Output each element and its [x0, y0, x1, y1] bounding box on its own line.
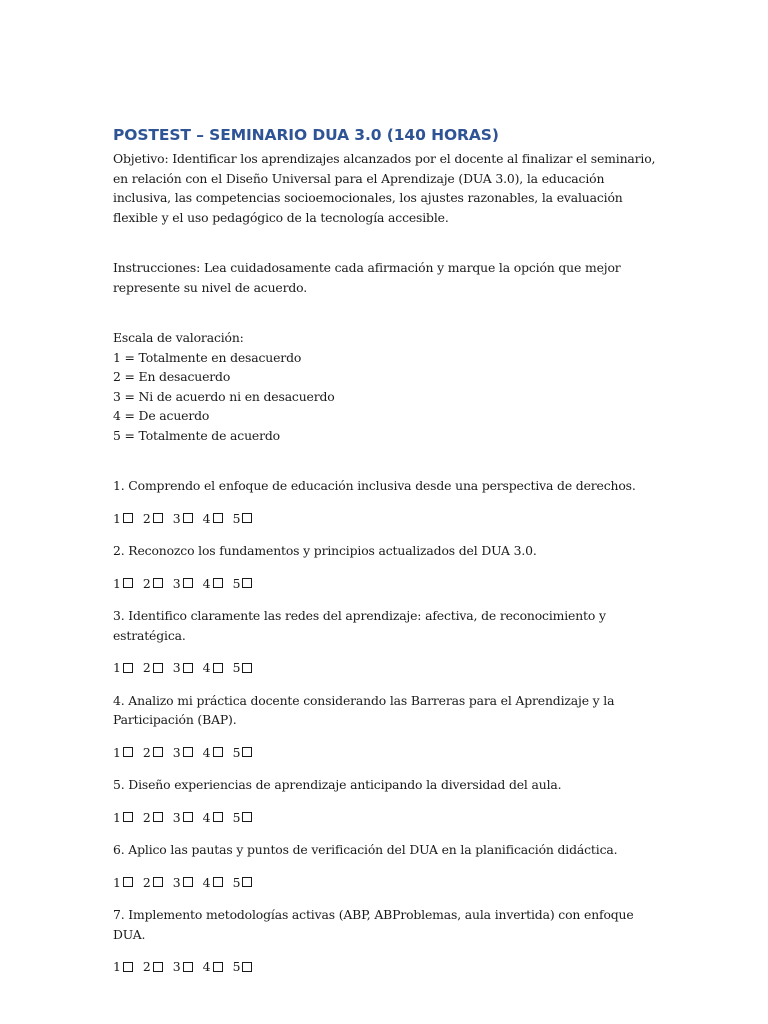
rating-scale-item: 1 = Totalmente en desacuerdo	[113, 349, 302, 365]
option-number: 5	[232, 660, 241, 675]
answer-option[interactable]	[143, 957, 163, 977]
checkbox[interactable]	[183, 812, 193, 822]
checkbox[interactable]	[213, 513, 223, 523]
option-number: 2	[142, 575, 151, 591]
answer-option[interactable]	[203, 574, 223, 594]
question-item	[113, 775, 658, 827]
answer-option[interactable]	[143, 658, 163, 678]
option-number: 3	[172, 660, 181, 675]
answer-options	[113, 658, 658, 678]
option-number: 2	[142, 744, 151, 760]
answer-option[interactable]	[143, 509, 163, 529]
option-number: 3	[172, 575, 181, 591]
option-number: 2	[142, 874, 151, 890]
option-number: 2	[142, 660, 151, 675]
question-text: 1. Comprendo el enfoque de educación inclusiva desde una perspectiva de derechos.	[113, 478, 636, 493]
option-number: 1	[113, 959, 121, 974]
checkbox[interactable]	[183, 962, 193, 972]
answer-option[interactable]	[233, 509, 253, 529]
option-number: 4	[202, 575, 211, 591]
checkbox[interactable]	[213, 663, 223, 673]
document-title: POSTEST – SEMINARIO DUA 3.0 (140 HORAS)	[113, 126, 499, 144]
objective-paragraph: Objetivo: Identificar los aprendizajes alcanzados por el docente al finalizar el seminario, en relación con el Diseño Universal para el Aprendizaje (DUA 3.0), la educación inclusiva, las competencias socioemocionales, los ajustes razonables, la evaluación flexible y el uso pedagógico de la tecnología accesible.	[113, 151, 656, 225]
option-number: 1	[113, 874, 121, 890]
checkbox[interactable]	[123, 747, 133, 757]
option-number: 4	[202, 874, 211, 890]
rating-scale-item: 3 = Ni de acuerdo ni en desacuerdo	[113, 388, 335, 404]
answer-options	[113, 808, 658, 828]
checkbox[interactable]	[213, 578, 223, 588]
answer-option[interactable]	[143, 743, 163, 763]
answer-option[interactable]	[143, 873, 163, 893]
option-number: 3	[172, 874, 181, 890]
option-number: 4	[202, 959, 211, 974]
question-item	[113, 905, 658, 977]
rating-scale	[113, 328, 658, 445]
option-number: 5	[232, 874, 241, 890]
option-number: 3	[172, 809, 181, 825]
answer-option[interactable]	[173, 743, 193, 763]
checkbox[interactable]	[123, 962, 133, 972]
checkbox[interactable]	[153, 747, 163, 757]
checkbox[interactable]	[123, 812, 133, 822]
checkbox[interactable]	[123, 877, 133, 887]
question-item	[113, 691, 658, 763]
checkbox[interactable]	[242, 578, 252, 588]
option-number: 5	[232, 959, 241, 974]
option-number: 4	[202, 660, 211, 675]
answer-option[interactable]	[113, 658, 133, 678]
answer-option[interactable]	[113, 509, 133, 529]
answer-option[interactable]	[203, 743, 223, 763]
question-item	[113, 606, 658, 678]
question-item	[113, 541, 658, 593]
answer-option[interactable]	[113, 743, 133, 763]
option-number: 1	[113, 809, 121, 825]
answer-option[interactable]	[173, 808, 193, 828]
answer-options	[113, 574, 658, 594]
instructions-paragraph: Instrucciones: Lea cuidadosamente cada afirmación y marque la opción que mejor represente su nivel de acuerdo.	[113, 260, 621, 295]
answer-option[interactable]	[233, 658, 253, 678]
checkbox[interactable]	[153, 663, 163, 673]
rating-scale-item: 4 = De acuerdo	[113, 408, 210, 423]
answer-options	[113, 957, 658, 977]
checkbox[interactable]	[242, 812, 252, 822]
option-number: 5	[232, 744, 241, 760]
answer-option[interactable]	[233, 808, 253, 828]
question-text: 6. Aplico las pautas y puntos de verificación del DUA en la planificación didáctica.	[113, 842, 618, 857]
question-text: 3. Identifico claramente las redes del aprendizaje: afectiva, de reconocimiento y estratégica.	[113, 608, 606, 643]
answer-option[interactable]	[143, 808, 163, 828]
answer-option[interactable]	[113, 873, 133, 893]
question-item	[113, 476, 658, 528]
option-number: 4	[202, 510, 211, 526]
checkbox[interactable]	[213, 877, 223, 887]
option-number: 5	[232, 510, 241, 526]
answer-option[interactable]	[203, 957, 223, 977]
checkbox[interactable]	[183, 877, 193, 887]
answer-option[interactable]	[113, 574, 133, 594]
answer-option[interactable]	[113, 957, 133, 977]
answer-option[interactable]	[203, 509, 223, 529]
answer-option[interactable]	[173, 574, 193, 594]
answer-options	[113, 873, 658, 893]
question-list	[113, 476, 658, 977]
option-number: 3	[172, 744, 181, 760]
rating-scale-item: 5 = Totalmente de acuerdo	[113, 427, 280, 443]
checkbox[interactable]	[242, 962, 252, 972]
checkbox[interactable]	[242, 877, 252, 887]
checkbox[interactable]	[183, 578, 193, 588]
option-number: 1	[113, 575, 121, 591]
answer-option[interactable]	[233, 873, 253, 893]
answer-option[interactable]	[173, 957, 193, 977]
checkbox[interactable]	[153, 812, 163, 822]
checkbox[interactable]	[153, 962, 163, 972]
checkbox[interactable]	[183, 513, 193, 523]
option-number: 3	[172, 959, 181, 974]
answer-option[interactable]	[173, 509, 193, 529]
checkbox[interactable]	[123, 513, 133, 523]
answer-option[interactable]	[143, 574, 163, 594]
answer-option[interactable]	[173, 873, 193, 893]
checkbox[interactable]	[153, 877, 163, 887]
checkbox[interactable]	[242, 663, 252, 673]
option-number: 4	[202, 809, 211, 825]
checkbox[interactable]	[183, 663, 193, 673]
option-number: 2	[142, 959, 151, 974]
option-number: 1	[113, 660, 121, 675]
answer-option[interactable]	[203, 873, 223, 893]
checkbox[interactable]	[123, 663, 133, 673]
checkbox[interactable]	[213, 962, 223, 972]
option-number: 3	[172, 510, 181, 526]
answer-option[interactable]	[233, 957, 253, 977]
option-number: 5	[232, 575, 241, 591]
answer-option[interactable]	[233, 574, 253, 594]
checkbox[interactable]	[153, 578, 163, 588]
option-number: 2	[142, 510, 151, 526]
checkbox[interactable]	[242, 747, 252, 757]
document-page	[113, 125, 658, 990]
rating-scale-item: 2 = En desacuerdo	[113, 369, 231, 384]
checkbox[interactable]	[183, 747, 193, 757]
option-number: 5	[232, 809, 241, 825]
checkbox[interactable]	[242, 513, 252, 523]
option-number: 2	[142, 809, 151, 825]
question-item	[113, 840, 658, 892]
question-text: 4. Analizo mi práctica docente considerando las Barreras para el Aprendizaje y la Participación (BAP).	[113, 692, 615, 727]
checkbox[interactable]	[213, 812, 223, 822]
checkbox[interactable]	[123, 578, 133, 588]
rating-scale-heading: Escala de valoración:	[113, 330, 244, 345]
option-number: 4	[202, 744, 211, 760]
question-text: 7. Implemento metodologías activas (ABP, ABProblemas, aula invertida) con enfoque DUA.	[113, 907, 634, 942]
answer-option[interactable]	[203, 808, 223, 828]
answer-options	[113, 743, 658, 763]
checkbox[interactable]	[153, 513, 163, 523]
checkbox[interactable]	[213, 747, 223, 757]
option-number: 1	[113, 510, 121, 526]
answer-option[interactable]	[113, 808, 133, 828]
answer-options	[113, 509, 658, 529]
answer-option[interactable]	[233, 743, 253, 763]
question-text: 2. Reconozco los fundamentos y principios actualizados del DUA 3.0.	[113, 543, 537, 558]
answer-option[interactable]	[173, 658, 193, 678]
answer-option[interactable]	[203, 658, 223, 678]
question-text: 5. Diseño experiencias de aprendizaje anticipando la diversidad del aula.	[113, 777, 562, 792]
option-number: 1	[113, 744, 121, 760]
